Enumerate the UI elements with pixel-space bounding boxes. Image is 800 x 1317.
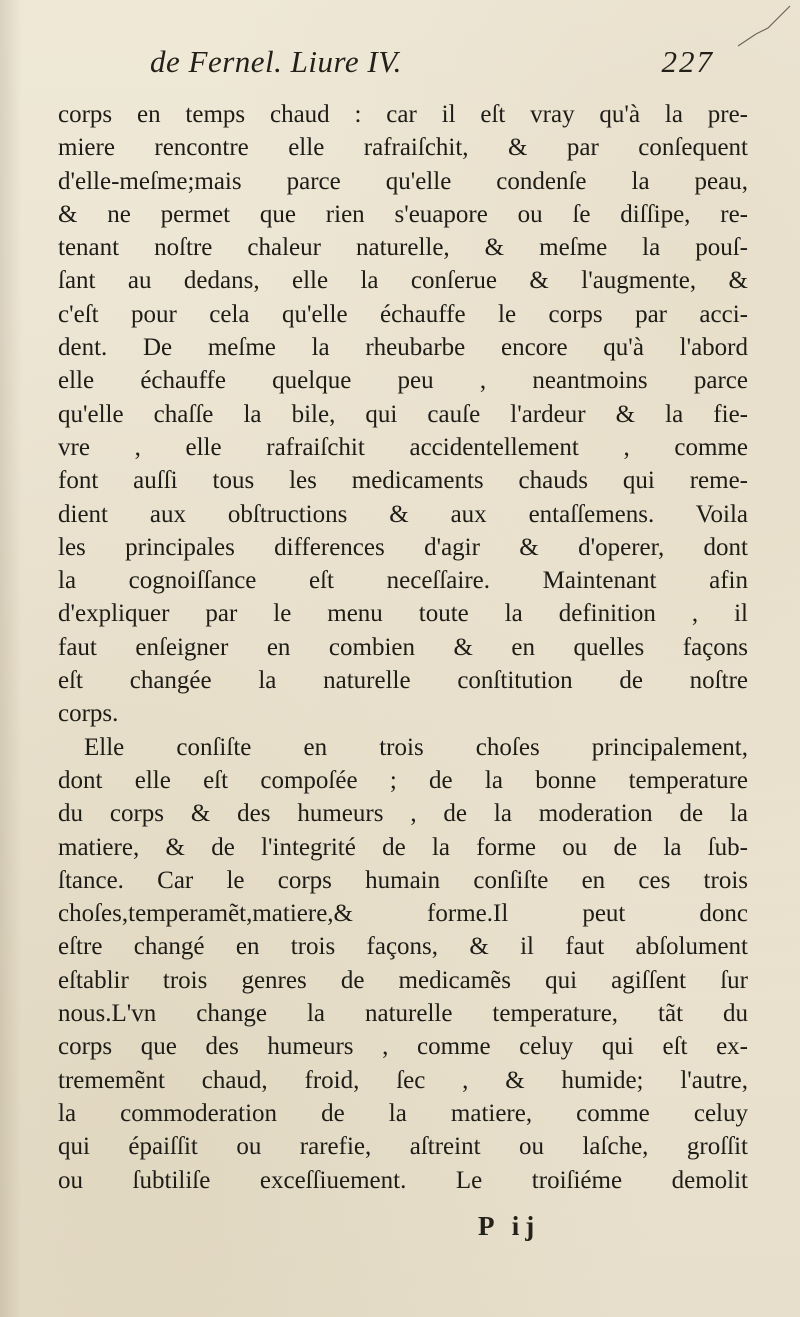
text-line: les principales differences d'agir & d'operer, dont [58, 533, 748, 561]
text-line: la commoderation de la matiere, comme celuy [58, 1099, 748, 1127]
text-line: ſant au dedans, elle la conſerue & l'augmente, & [58, 267, 748, 295]
text-line: tenant noſtre chaleur naturelle, & meſme la pouſ- [58, 234, 748, 262]
text-line: d'expliquer par le menu toute la definition , il [58, 600, 748, 628]
text-line: eſtablir trois genres de medicamẽs qui agiſſent ſur [58, 966, 748, 994]
text-line: & ne permet que rien s'euapore ou ſe diſſipe, re- [58, 200, 748, 228]
text-line: du corps & des humeurs , de la moderation de la [58, 800, 748, 828]
running-header [150, 44, 714, 96]
text-line: nous.L'vn change la naturelle temperature, tãt du [58, 1000, 748, 1028]
text-line: c'eſt pour cela qu'elle échauffe le corps par acci- [58, 300, 748, 328]
text-line: d'elle-meſme;mais parce qu'elle condenſe la peau, [58, 167, 748, 195]
text-line: corps en temps chaud : car il eſt vray qu'à la pre- [58, 101, 748, 128]
text-line: corps que des humeurs , comme celuy qui eſt ex- [58, 1033, 748, 1061]
text-line: corps. [58, 700, 119, 728]
text-line: miere rencontre elle rafraiſchit, & par conſequent [58, 134, 748, 162]
text-line-paragraph-start: Elle conſiſte en trois choſes principalement, [84, 733, 748, 761]
text-line: vre , elle rafraiſchit accidentellement , comme [58, 433, 748, 461]
text-line: dient aux obſtructions & aux entaſſemens. Voila [58, 500, 748, 528]
text-line: choſes,temperamẽt,matiere,& forme.Il peut donc [58, 900, 748, 928]
page-number: 227 [661, 44, 714, 79]
text-line: eſtre changé en trois façons, & il faut abſolument [58, 933, 748, 961]
corner-pen-mark [734, 2, 794, 52]
text-line: ſtance. Car le corps humain conſiſte en ces trois [58, 866, 748, 894]
text-line: trememẽnt chaud, froid, ſec , & humide; l'autre, [58, 1066, 748, 1094]
text-line: dont elle eſt compoſée ; de la bonne temperature [58, 766, 748, 794]
text-line: qui épaiſſit ou rarefie, aſtreint ou laſche, groſſit [58, 1133, 748, 1161]
text-line: elle échauffe quelque peu , neantmoins parce [58, 367, 748, 395]
signature-mark: P ij [478, 1211, 541, 1241]
text-line: ou ſubtiliſe exceſſiuement. Le troiſiéme demolit [58, 1166, 748, 1194]
text-line: faut enſeigner en combien & en quelles façons [58, 633, 748, 661]
text-line: matiere, & de l'integrité de la forme ou de la ſub- [58, 833, 748, 861]
text-line: dent. De meſme la rheubarbe encore qu'à l'abord [58, 334, 748, 362]
text-line: qu'elle chaſſe la bile, qui cauſe l'ardeur & la fie- [58, 400, 748, 428]
running-title: de Fernel. Liure IV. [150, 44, 402, 79]
text-line: font auſſi tous les medicaments chauds qui reme- [58, 467, 748, 495]
body-text [58, 98, 748, 1197]
text-line: la cognoiſſance eſt neceſſaire. Maintenant afin [58, 567, 748, 595]
text-line: eſt changée la naturelle conſtitution de noſtre [58, 667, 748, 695]
